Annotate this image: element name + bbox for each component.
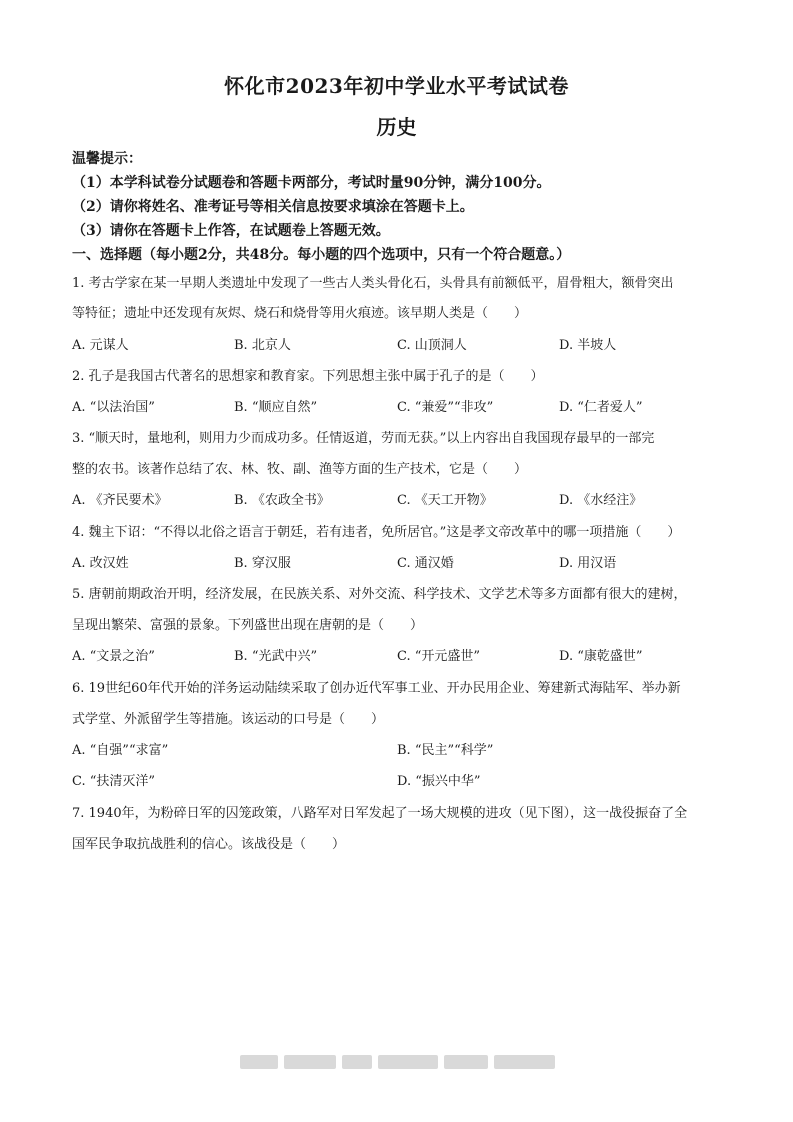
question-6-option-c: C. “扶清灭洋” bbox=[72, 774, 156, 789]
question-5-option-b: B. “光武中兴” bbox=[234, 649, 318, 664]
question-4-option-a: A. 改汉姓 bbox=[72, 556, 129, 571]
tip-item: （1）本学科试卷分试题卷和答题卡两部分，考试时量90分钟，满分100分。 bbox=[72, 175, 551, 191]
question-5-option-d: D. “康乾盛世” bbox=[559, 649, 643, 664]
tips-heading: 温馨提示： bbox=[72, 151, 142, 167]
question-6-option-d: D. “振兴中华” bbox=[397, 774, 481, 789]
question-3-option-c: C. 《天工开物》 bbox=[397, 493, 493, 508]
question-2-option-d: D. “仁者爱人” bbox=[559, 400, 643, 415]
question-3-option-a: A. 《齐民要术》 bbox=[72, 493, 168, 508]
question-6-text: 6. 19世纪60年代开始的洋务运动陆续采取了创办近代军事工业、开办民用企业、筹建新式海陆军、举办新 bbox=[72, 681, 681, 696]
section-heading: 一、选择题（每小题2分，共48分。每小题的四个选项中，只有一个符合题意。） bbox=[72, 247, 571, 263]
question-4-option-d: D. 用汉语 bbox=[559, 556, 617, 571]
question-4-option-b: B. 穿汉服 bbox=[234, 556, 291, 571]
question-7-text: 国军民争取抗战胜利的信心。该战役是（ ） bbox=[72, 837, 346, 852]
question-1-option-a: A. 元谋人 bbox=[72, 338, 129, 353]
question-5-text: 5. 唐朝前期政治开明，经济发展，在民族关系、对外交流、科学技术、文学艺术等多方面都有很大的建树， bbox=[72, 587, 687, 602]
question-4-option-c: C. 通汉婚 bbox=[397, 556, 454, 571]
question-5-option-a: A. “文景之治” bbox=[72, 649, 155, 664]
question-5-text: 呈现出繁荣、富强的景象。下列盛世出现在唐朝的是（ ） bbox=[72, 618, 424, 633]
question-6-option-a: A. “自强”“求富” bbox=[72, 743, 169, 758]
question-1-option-b: B. 北京人 bbox=[234, 338, 291, 353]
question-4-text: 4. 魏主下诏：“不得以北俗之语言于朝廷，若有违者，免所居官。”这是孝文帝改革中的哪一项措施（ ） bbox=[72, 525, 681, 540]
subject-title: 历史 bbox=[376, 115, 417, 139]
question-6-option-b: B. “民主”“科学” bbox=[397, 743, 494, 758]
question-2-option-b: B. “顺应自然” bbox=[234, 400, 318, 415]
question-3-option-d: D. 《水经注》 bbox=[559, 493, 643, 508]
question-6-text: 式学堂、外派留学生等措施。该运动的口号是（ ） bbox=[72, 712, 385, 727]
tip-item: （3）请你在答题卡上作答，在试题卷上答题无效。 bbox=[72, 223, 390, 239]
question-3-option-b: B. 《农政全书》 bbox=[234, 493, 330, 508]
question-1-text: 等特征；遗址中还发现有灰烬、烧石和烧骨等用火痕迹。该早期人类是（ ） bbox=[72, 306, 528, 321]
page-title: 怀化市2023年初中学业水平考试试卷 bbox=[224, 74, 569, 98]
question-7-text: 7. 1940年，为粉碎日军的囚笼政策，八路军对日军发起了一场大规模的进攻（见下图），这一战役振奋了全 bbox=[72, 806, 688, 821]
question-3-text: 3. “顺天时，量地利，则用力少而成功多。任情返道，劳而无获。”以上内容出自我国现存最早的一部完 bbox=[72, 431, 655, 446]
tip-item: （2）请你将姓名、准考证号等相关信息按要求填涂在答题卡上。 bbox=[72, 199, 474, 215]
question-1-option-d: D. 半坡人 bbox=[559, 338, 617, 353]
question-3-text: 整的农书。该著作总结了农、林、牧、副、渔等方面的生产技术，它是（ ） bbox=[72, 462, 528, 477]
question-5-option-c: C. “开元盛世” bbox=[397, 649, 481, 664]
question-2-option-c: C. “兼爱”“非攻” bbox=[397, 400, 494, 415]
question-2-text: 2. 孔子是我国古代著名的思想家和教育家。下列思想主张中属于孔子的是（ ） bbox=[72, 369, 544, 384]
question-1-option-c: C. 山顶洞人 bbox=[397, 338, 467, 353]
question-2-option-a: A. “以法治国” bbox=[72, 400, 155, 415]
footer-watermark bbox=[240, 1055, 555, 1069]
question-1-text: 1. 考古学家在某一早期人类遗址中发现了一些古人类头骨化石，头骨具有前额低平，眉骨粗大，额骨突出 bbox=[72, 276, 674, 291]
